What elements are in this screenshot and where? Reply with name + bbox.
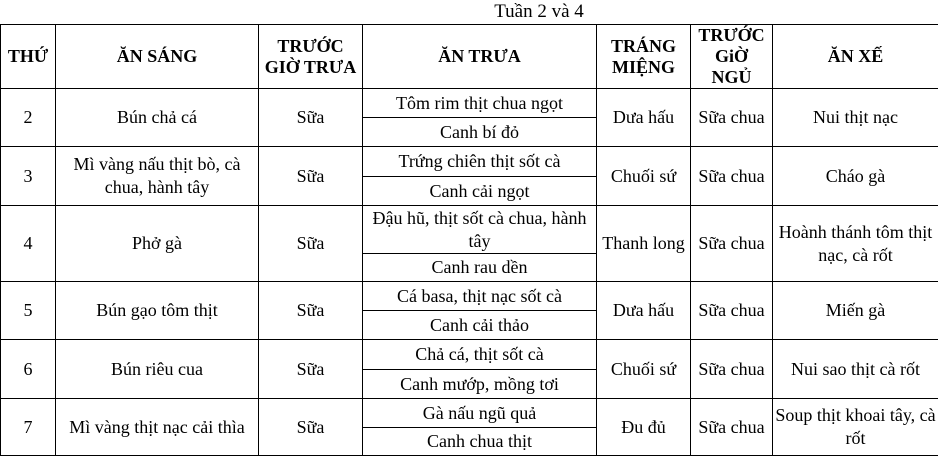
lunch-main-cell: Chả cá, thịt sốt cà xyxy=(363,340,597,370)
dessert-cell: Đu đủ xyxy=(597,399,691,456)
lunch-soup-cell: Canh cải thảo xyxy=(363,311,597,340)
breakfast-cell: Bún gạo tôm thịt xyxy=(56,282,259,340)
lunch-soup-cell: Canh chua thịt xyxy=(363,428,597,456)
pre-sleep-cell: Sữa chua xyxy=(691,89,773,147)
pre-lunch-cell: Sữa xyxy=(259,399,363,456)
breakfast-cell: Mì vàng nấu thịt bò, cà chua, hành tây xyxy=(56,147,259,206)
day-cell: 4 xyxy=(1,206,56,282)
header-pre-lunch: TRƯỚC GIỜ TRƯA xyxy=(259,25,363,89)
dessert-cell: Chuối sứ xyxy=(597,340,691,399)
header-breakfast: ĂN SÁNG xyxy=(56,25,259,89)
day-cell: 6 xyxy=(1,340,56,399)
header-dessert: TRÁNG MIỆNG xyxy=(597,25,691,89)
lunch-soup-cell: Canh rau dền xyxy=(363,254,597,282)
lunch-main-cell: Đậu hũ, thịt sốt cà chua, hành tây xyxy=(363,206,597,254)
lunch-main-cell: Cá basa, thịt nạc sốt cà xyxy=(363,282,597,311)
header-day: THỨ xyxy=(1,25,56,89)
lunch-main-cell: Trứng chiên thịt sốt cà xyxy=(363,147,597,177)
snack-cell: Soup thịt khoai tây, cà rốt xyxy=(773,399,938,456)
table-row xyxy=(1,89,938,118)
breakfast-cell: Bún riêu cua xyxy=(56,340,259,399)
dessert-cell: Chuối sứ xyxy=(597,147,691,206)
header-pre-sleep: TRƯỚC GiỜ NGỦ xyxy=(691,25,773,89)
pre-lunch-cell: Sữa xyxy=(259,89,363,147)
header-row xyxy=(1,25,938,89)
lunch-soup-cell: Canh bí đỏ xyxy=(363,118,597,147)
snack-cell: Cháo gà xyxy=(773,147,938,206)
pre-sleep-cell: Sữa chua xyxy=(691,147,773,206)
pre-lunch-cell: Sữa xyxy=(259,147,363,206)
breakfast-cell: Mì vàng thịt nạc cải thìa xyxy=(56,399,259,456)
snack-cell: Hoành thánh tôm thịt nạc, cà rốt xyxy=(773,206,938,282)
header-snack: ĂN XẾ xyxy=(773,25,938,89)
table-row xyxy=(1,206,938,254)
snack-cell: Miến gà xyxy=(773,282,938,340)
snack-cell: Nui thịt nạc xyxy=(773,89,938,147)
pre-sleep-cell: Sữa chua xyxy=(691,282,773,340)
menu-title: Tuần 2 và 4 xyxy=(494,1,584,22)
lunch-soup-cell: Canh cải ngọt xyxy=(363,177,597,206)
header-lunch: ĂN TRƯA xyxy=(363,25,597,89)
table-row xyxy=(1,282,938,311)
lunch-soup-cell: Canh mướp, mồng tơi xyxy=(363,370,597,399)
lunch-main-cell: Gà nấu ngũ quả xyxy=(363,399,597,428)
lunch-main-cell: Tôm rim thịt chua ngọt xyxy=(363,89,597,118)
breakfast-cell: Bún chả cá xyxy=(56,89,259,147)
pre-sleep-cell: Sữa chua xyxy=(691,340,773,399)
dessert-cell: Dưa hấu xyxy=(597,282,691,340)
day-cell: 2 xyxy=(1,89,56,147)
snack-cell: Nui sao thịt cà rốt xyxy=(773,340,938,399)
day-cell: 7 xyxy=(1,399,56,456)
day-cell: 3 xyxy=(1,147,56,206)
pre-lunch-cell: Sữa xyxy=(259,282,363,340)
dessert-cell: Thanh long xyxy=(597,206,691,282)
table-row xyxy=(1,340,938,370)
pre-sleep-cell: Sữa chua xyxy=(691,206,773,282)
breakfast-cell: Phở gà xyxy=(56,206,259,282)
pre-sleep-cell: Sữa chua xyxy=(691,399,773,456)
pre-lunch-cell: Sữa xyxy=(259,340,363,399)
dessert-cell: Dưa hấu xyxy=(597,89,691,147)
weekly-menu-table xyxy=(0,24,938,456)
pre-lunch-cell: Sữa xyxy=(259,206,363,282)
table-row xyxy=(1,147,938,177)
table-row xyxy=(1,399,938,428)
day-cell: 5 xyxy=(1,282,56,340)
